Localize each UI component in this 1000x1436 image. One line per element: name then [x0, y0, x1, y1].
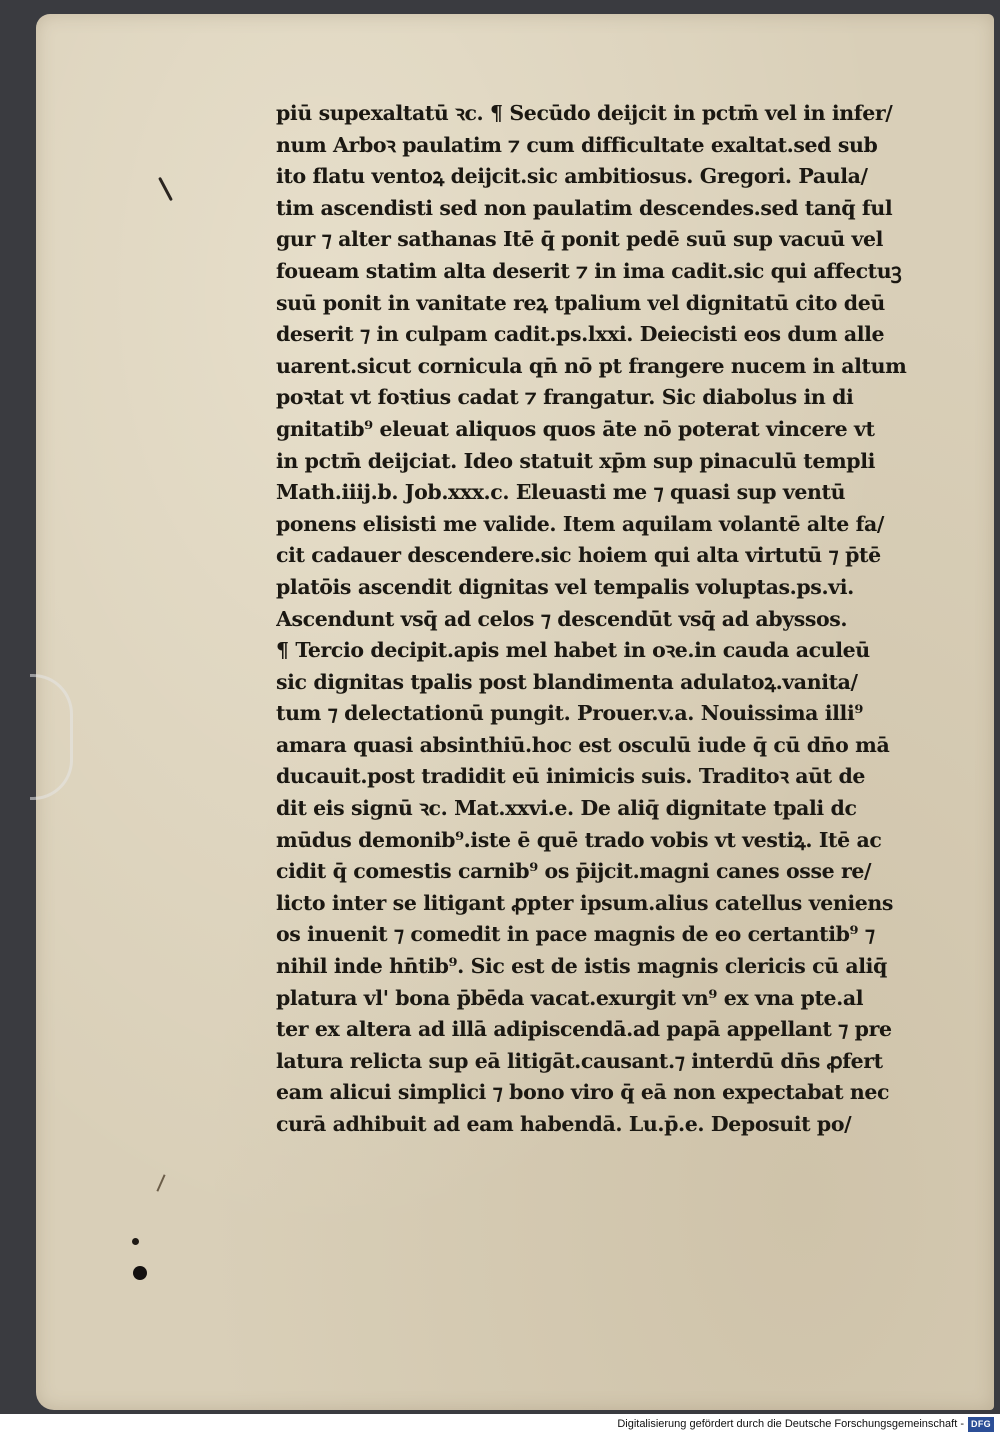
text-line: piū supexaltatū ꝛc. ¶ Secūdo deijcit in pctm̄ vel in infer/	[276, 101, 893, 125]
text-line: platura vl' bona p̄bēda vacat.exurgit vn⁹ ex vna pte.al	[276, 985, 864, 1010]
parchment-page	[36, 14, 994, 1410]
dfg-logo[interactable]: DFG	[968, 1417, 994, 1432]
text-line: ponens elisisti me valide. Item aquilam volantē alte fa/	[276, 511, 884, 536]
text-line: eam alicui simplici ⁊ bono viro q̄ eā non expectabat nec	[276, 1080, 890, 1105]
text-line: tum ⁊ delectationū pungit. Prouer.v.a. Nouissima illi⁹	[276, 701, 863, 726]
text-line: suū ponit in vanitate reꝝ tpalium vel dignitatū cito deū	[276, 290, 885, 315]
text-line: nihil inde hn̄tib⁹. Sic est de istis magnis clericis cū aliq̄	[276, 954, 887, 979]
text-line: ¶ Tercio decipit.apis mel habet in oꝛe.in cauda aculeū	[276, 638, 870, 663]
text-line: uarent.sicut cornicula qn̄ nō pt frangere nucem in altum	[276, 353, 907, 378]
text-line: cit cadauer descendere.sic hoiem qui alta virtutū ⁊ p̄tē	[276, 543, 881, 568]
text-line: platōis ascendit dignitas vel tempalis voluptas.ps.vi.	[276, 574, 854, 599]
margin-mark-slash	[156, 1174, 165, 1191]
footer-bar	[0, 1414, 1000, 1436]
text-line: poꝛtat vt foꝛtius cadat ⁊ frangatur. Sic diabolus in di	[276, 385, 854, 410]
text-line: licto inter se litigant ꝓpter ipsum.alius catellus veniens	[276, 890, 894, 915]
text-line: latura relicta sup eā litigāt.causant.⁊ interdū dn̄s ꝓfert	[276, 1048, 883, 1073]
text-line: ito flatu ventoꝝ deijcit.sic ambitiosus. Gregori. Paula/	[276, 164, 868, 189]
text-line: dit eis signū ꝛc. Mat.xxvi.e. De aliq̄ dignitate tpali dc	[276, 796, 857, 821]
text-line: gur ⁊ alter sathanas Itē q̄ ponit pedē suū sup vacuū vel	[276, 227, 884, 252]
text-line: Math.iiij.b. Job.xxx.c. Eleuasti me ⁊ quasi sup ventū	[276, 480, 846, 505]
text-line: os inuenit ⁊ comedit in pace magnis de eo certantib⁹ ⁊	[276, 922, 875, 947]
text-line: ducauit.post tradidit eū inimicis suis. Traditoꝛ aūt de	[276, 764, 866, 789]
text-line: ter ex altera ad illā adipiscendā.ad papā appellant ⁊ pre	[276, 1017, 892, 1042]
funding-credit: Digitalisierung gefördert durch die Deutsche Forschungsgemeinschaft -	[617, 1418, 964, 1430]
text-line: curā adhibuit ad eam habendā. Lu.p̄.e. Deposuit po/	[276, 1112, 852, 1136]
text-line: sic dignitas tpalis post blandimenta adulatoꝝ.vanita/	[276, 669, 858, 694]
text-line: tim ascendisti sed non paulatim descendes.sed tanq̄ ful	[276, 195, 893, 220]
text-line: gnitatib⁹ eleuat aliquos quos āte nō poterat vincere vt	[276, 416, 875, 441]
text-line: foueam statim alta deserit ⁊ in ima cadit.sic qui affectuꝫ	[276, 258, 902, 283]
margin-mark-tick	[158, 177, 173, 201]
printed-text-block	[276, 98, 956, 1141]
text-line: cidit q̄ comestis carnib⁹ os p̄ijcit.magni canes osse re/	[276, 859, 872, 884]
margin-dot-large	[133, 1266, 147, 1280]
text-line: in pctm̄ deijciat. Ideo statuit xp̄m sup pinaculū templi	[276, 448, 875, 473]
text-line: mūdus demonib⁹.iste ē quē trado vobis vt vestiꝝ. Itē ac	[276, 827, 882, 852]
margin-dot-small	[132, 1238, 139, 1245]
text-line: amara quasi absinthiū.hoc est osculū iude q̄ cū dn̄o mā	[276, 732, 890, 757]
text-line: Ascendunt vsq̄ ad celos ⁊ descendūt vsq̄ ad abyssos.	[276, 606, 848, 631]
text-line: deserit ⁊ in culpam cadit.ps.lxxi. Deiecisti eos dum alle	[276, 322, 885, 347]
text-line: num Arboꝛ paulatim ⁊ cum difficultate exaltat.sed sub	[276, 132, 878, 157]
